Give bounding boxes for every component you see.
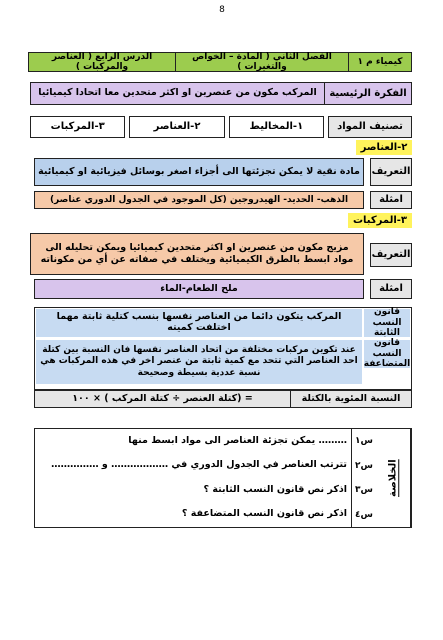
- main-idea-label: الفكرة الرئيسية: [324, 83, 411, 104]
- classification-item-mixtures: ١-المخاليط: [229, 116, 324, 138]
- classification-row: [30, 116, 412, 138]
- law-definite-label: قانون النسب الثابتة: [364, 309, 410, 337]
- percent-formula: = (كتلة العنصر ÷ كتلة المركب ) × ١٠٠: [34, 390, 290, 408]
- summary-label: [376, 429, 411, 527]
- compounds-examples-label: امثلة: [370, 279, 412, 299]
- law-definite-text: المركب يتكون دائما من العناصر نفسها بنسب كتلية ثابتة مهما اختلفت كميته: [36, 309, 362, 337]
- classification-label: تصنيف المواد: [328, 116, 412, 138]
- question-num-2: س٢: [355, 460, 373, 471]
- compounds-definition-label: التعريف: [370, 243, 412, 267]
- page-number: 8: [219, 5, 225, 15]
- question-3: اذكر نص قانون النسب الثابتة ؟: [203, 483, 347, 495]
- compounds-definition-text: مزيج مكون من عنصرين او اكثر متحدين كيميائيا ويمكن تحليله الى مواد ابسط بالطرق الكيميائية ويختلف في صفاته عن أي من مكوناته: [30, 233, 364, 275]
- summary-num-column: [351, 429, 376, 527]
- question-1: ……… يمكن تجزئة العناصر الى مواد ابسط منها: [128, 434, 347, 446]
- law-multiple-text: عند تكوين مركبات مختلفة من اتحاد العناصر نفسها فان النسبة بين كتلة احد العناصر التي تتحد مع كمية ثابتة من عنصر اخر في هذه المركبات هي نسبة عددية بسيطة وصحيحة: [36, 340, 362, 384]
- elements-definition-label: التعريف: [370, 158, 412, 186]
- elements-definition-text: مادة نقية لا يمكن تجزئتها الى أجزاء اصغر بوسائل فيزيائية او كيميائية: [34, 158, 364, 186]
- main-idea-row: [30, 82, 412, 105]
- main-idea-text: المركب مكون من عنصرين او اكثر متحدين معا اتحادا كيميائيا: [38, 87, 317, 99]
- percent-label: النسبة المئوية بالكتلة: [290, 390, 412, 408]
- classification-item-elements: ٢-العناصر: [129, 116, 224, 138]
- summary-label-text: الخلاصة: [387, 459, 399, 497]
- law-multiple-label: قانون النسب المتضاعفة: [363, 338, 411, 370]
- header-chapter: الفصل الثاني ( المادة – الخواص والتغيرات ): [175, 53, 348, 71]
- question-num-3: س٣: [355, 485, 373, 496]
- question-4: اذكر نص قانون النسب المتضاعفة ؟: [181, 508, 347, 520]
- question-num-4: س٤: [355, 509, 373, 520]
- header-bar: [28, 52, 412, 72]
- summary-question-column: [35, 429, 351, 527]
- compounds-examples-text: ملح الطعام-الماء: [34, 279, 364, 299]
- question-num-1: س١: [355, 436, 373, 447]
- classification-item-compounds: ٣-المركبات: [30, 116, 125, 138]
- elements-heading: ٢-العناصر: [356, 140, 412, 155]
- elements-examples-text: الذهب- الحديد- الهيدروجين (كل الموجود في الجدول الدوري عناصر): [34, 191, 364, 209]
- question-2: تترتب العناصر في الجدول الدوري في ……………… و ……………: [51, 459, 347, 471]
- header-lesson: الدرس الرابع ( العناصر والمركبات ): [51, 51, 153, 72]
- summary-box: [34, 428, 412, 528]
- header-subject: كيمياء م ١: [348, 53, 411, 71]
- elements-examples-label: امثلة: [370, 191, 412, 209]
- compounds-heading: ٣-المركبات: [348, 213, 412, 228]
